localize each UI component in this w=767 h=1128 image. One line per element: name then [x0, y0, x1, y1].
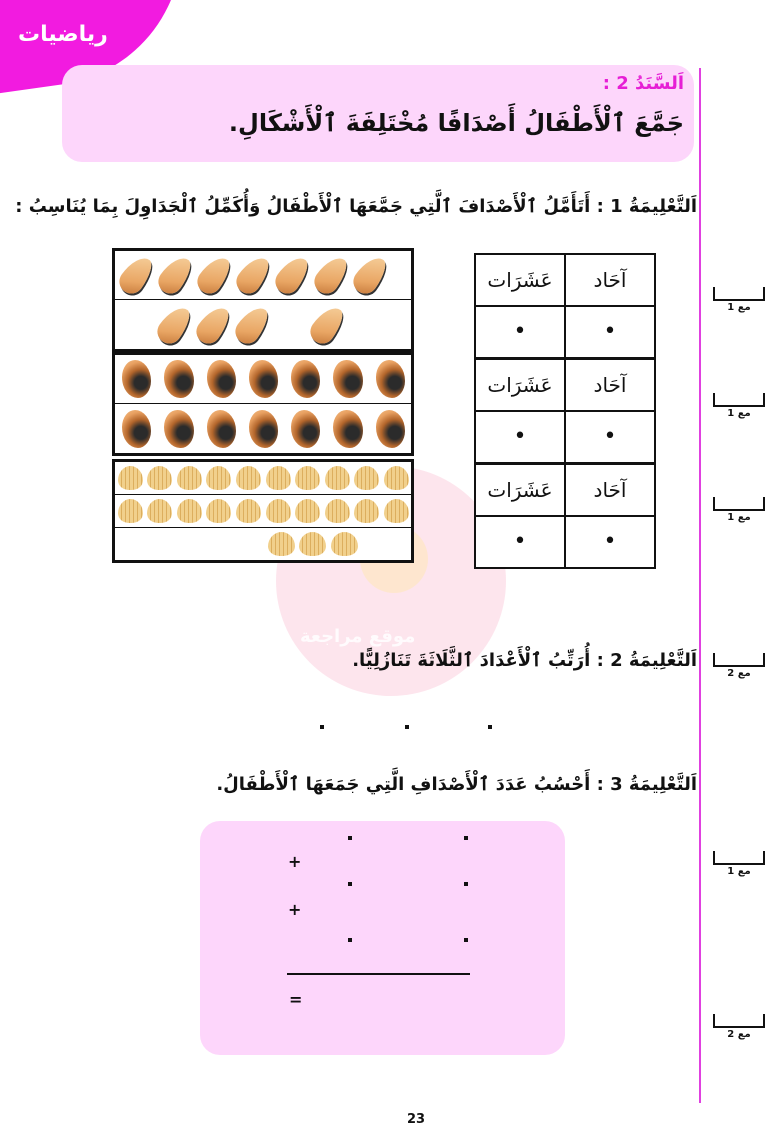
score-box[interactable]: مع 1 — [713, 393, 765, 419]
score-box[interactable]: مع 2 — [713, 1014, 765, 1040]
tens-header: عَشَرَات — [475, 254, 565, 306]
tens-cell[interactable]: • — [475, 411, 565, 463]
page-number: 23 — [407, 1112, 426, 1127]
units-header: آحَاد — [565, 254, 655, 306]
sanad-title: اَلسَّنَدُ 2 : — [602, 73, 684, 94]
shell-box-cones — [112, 248, 414, 352]
answer-blank[interactable] — [348, 882, 352, 886]
score-box[interactable]: مع 1 — [713, 497, 765, 523]
tens-header: عَشَرَات — [475, 464, 565, 516]
calculation-box — [200, 821, 565, 1055]
sanad-text: جَمَّعَ ٱلْأَطْفَالُ أَصْدَافًا مُخْتَلِفَةَ ٱلْأَشْكَالِ. — [228, 109, 684, 137]
instruction-2: اَلتَّعْلِيمَةُ 2 : أُرَتِّبُ ٱلْأَعْدَادَ ٱلثَّلَاثَةَ تَنَازُلِيًّا. — [352, 650, 697, 671]
shell-row — [115, 495, 411, 528]
sanad-box — [62, 65, 694, 162]
plus-sign: + — [288, 852, 302, 871]
plus-sign: + — [288, 900, 302, 919]
score-box[interactable]: مع 2 — [713, 653, 765, 679]
units-cell[interactable]: • — [565, 411, 655, 463]
margin-line — [699, 68, 701, 1103]
tens-cell[interactable]: • — [475, 516, 565, 568]
place-value-table-1 — [474, 253, 656, 359]
shell-row — [115, 300, 411, 349]
shell-row — [115, 528, 411, 560]
answer-blank[interactable] — [348, 938, 352, 942]
instruction-1: اَلتَّعْلِيمَةُ 1 : أَتَأَمَّلُ ٱلْأَصْدَافَ ٱلَّتِي جَمَّعَهَا ٱلْأَطْفَالُ وَأُكَمِّلُ ٱلْجَدَاوِلَ بِمَا يُنَاسِبُ : — [15, 196, 697, 217]
score-box[interactable]: مع 1 — [713, 287, 765, 313]
units-header: آحَاد — [565, 464, 655, 516]
shell-box-conchs — [112, 352, 414, 456]
shell-row — [115, 355, 411, 404]
tens-header: عَشَرَات — [475, 359, 565, 411]
tens-cell[interactable]: • — [475, 306, 565, 358]
place-value-table-2 — [474, 358, 656, 464]
shell-box-scallops — [112, 459, 414, 563]
answer-blank[interactable] — [488, 725, 492, 729]
units-cell[interactable]: • — [565, 516, 655, 568]
answer-blank[interactable] — [464, 882, 468, 886]
units-cell[interactable]: • — [565, 306, 655, 358]
answer-blank[interactable] — [464, 938, 468, 942]
answer-blank[interactable] — [320, 725, 324, 729]
sum-line — [287, 973, 470, 975]
equals-sign: = — [289, 990, 303, 1009]
place-value-table-3 — [474, 463, 656, 569]
shell-row — [115, 404, 411, 453]
units-header: آحَاد — [565, 359, 655, 411]
shell-row — [115, 251, 411, 300]
answer-blank[interactable] — [348, 836, 352, 840]
answer-blank[interactable] — [405, 725, 409, 729]
instruction-3: اَلتَّعْلِيمَةُ 3 : أَحْسُبُ عَدَدَ ٱلْأَصْدَافِ الَّتِي جَمَعَهَا ٱلْأَطْفَالُ. — [216, 774, 697, 795]
answer-blank[interactable] — [464, 836, 468, 840]
watermark-text: موقع مراجعة — [300, 626, 416, 647]
score-box[interactable]: مع 1 — [713, 851, 765, 877]
subject-label: رياضيات — [18, 22, 108, 47]
shell-row — [115, 462, 411, 495]
